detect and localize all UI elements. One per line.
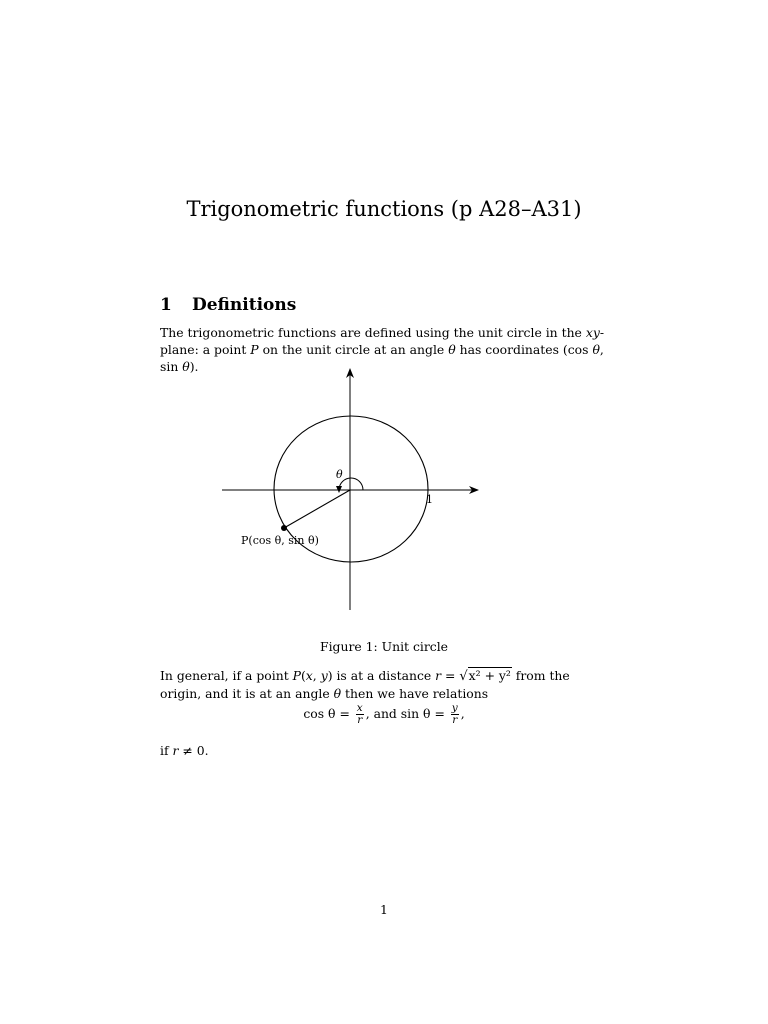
- page-number: 1: [380, 902, 388, 917]
- point-label: P(cos θ, sin θ): [241, 534, 319, 547]
- point-p: [281, 525, 287, 531]
- page-title: Trigonometric functions (p A28–A31): [186, 197, 582, 221]
- condition-paragraph: if r ≠ 0.: [160, 743, 209, 758]
- one-label: 1: [426, 493, 433, 506]
- unit-circle-figure: [200, 365, 500, 615]
- radius-line: [284, 490, 350, 528]
- sin-fraction: $\frac{y}{r}$: [451, 702, 458, 726]
- general-paragraph: In general, if a point P(x, y) is at a distance r = √x² + y² from the origin, and it is at an angle θ then we have relations: [160, 668, 570, 701]
- sqrt-sign: √: [459, 669, 468, 684]
- sqrt-radicand: x² + y²: [468, 668, 511, 683]
- intro-paragraph: The trigonometric functions are defined using the unit circle in the xy-plane: a point P on the unit circle at an angle θ has coordinates (cos θ, sin θ).: [160, 325, 605, 374]
- figure-caption: Figure 1: Unit circle: [319, 639, 449, 654]
- display-equation: cos θ = $\frac{x}{r}$ , and sin θ = $\frac{y}{r}$ ,: [303, 702, 465, 726]
- section-title: Definitions: [192, 295, 297, 315]
- theta-label: θ: [336, 468, 343, 481]
- section-number: 1: [160, 295, 172, 315]
- cos-fraction: $\frac{x}{r}$: [356, 702, 363, 726]
- section-heading: [160, 293, 296, 317]
